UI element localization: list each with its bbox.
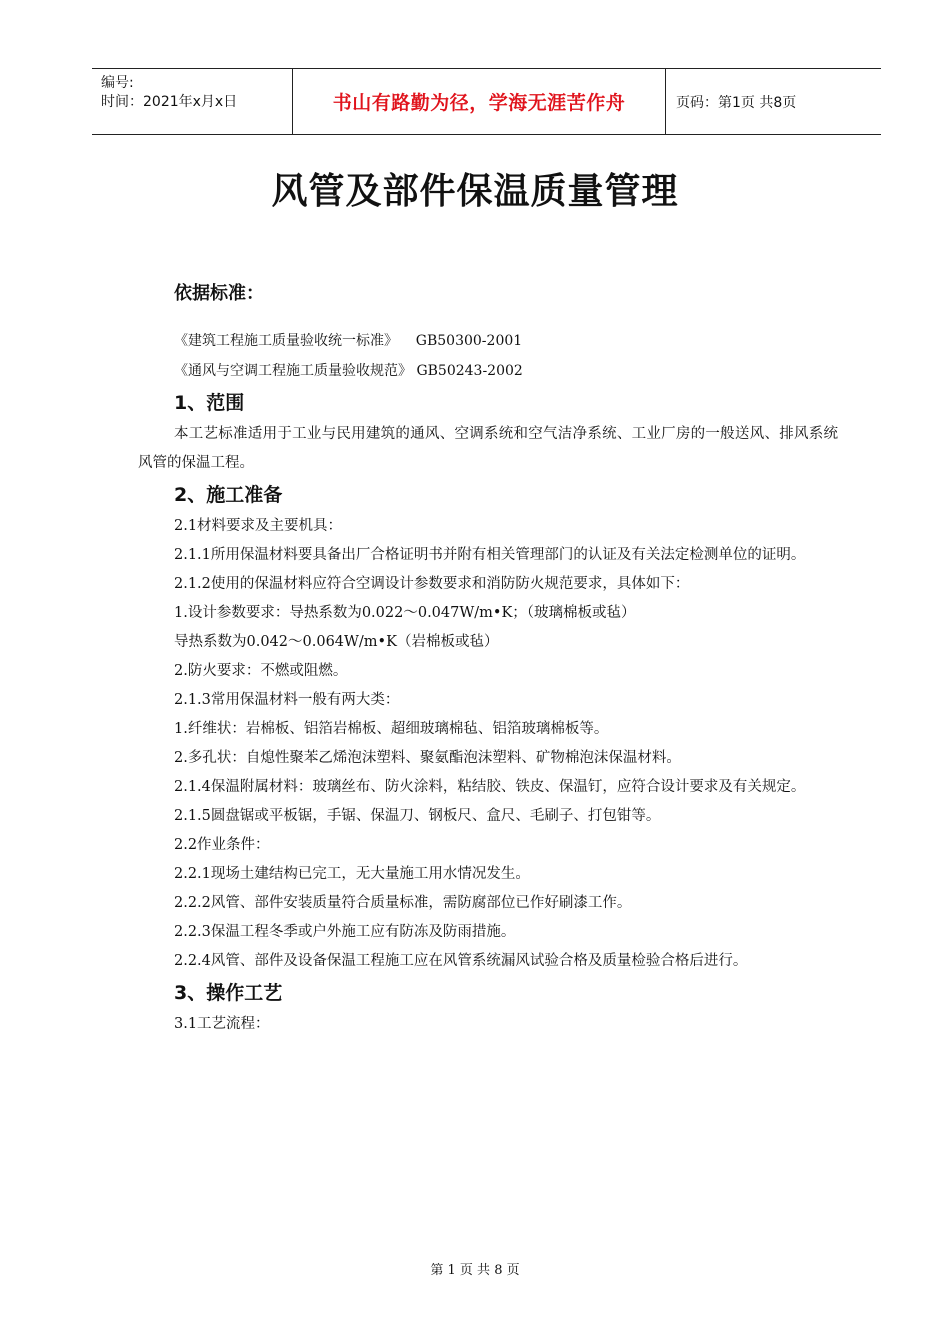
paragraph: 2.防火要求：不燃或阻燃。: [174, 663, 348, 679]
standard-item: 《建筑工程施工质量验收统一标准》 GB50300-2001: [174, 333, 523, 349]
paragraph: 2.多孔状：自熄性聚苯乙烯泡沫塑料、聚氨酯泡沫塑料、矿物棉泡沫保温材料。: [174, 750, 681, 766]
header-time: 时间：2021年x月x日: [101, 94, 238, 110]
document-body: [138, 280, 838, 1039]
header-page-info: 页码：第1页 共8页: [676, 94, 797, 111]
paragraph: 导热系数为0.042～0.064W/m•K（岩棉板或毡）: [174, 634, 499, 650]
paragraph: 2.1.2使用的保温材料应符合空调设计参数要求和消防防火规范要求，具体如下：: [174, 576, 690, 592]
paragraph: 1.纤维状：岩棉板、铝箔岩棉板、超细玻璃棉毡、铝箔玻璃棉板等。: [174, 721, 609, 737]
paragraph: 2.2.4风管、部件及设备保温工程施工应在风管系统漏风试验合格及质量检验合格后进行。: [174, 953, 748, 969]
paragraph: 2.1材料要求及主要机具：: [174, 518, 343, 534]
paragraph: 2.2作业条件：: [174, 837, 270, 853]
paragraph: 3.1工艺流程：: [174, 1016, 270, 1032]
header-motto: 书山有路勤为径，学海无涯苦作舟: [332, 92, 626, 114]
paragraph: 2.2.2风管、部件安装质量符合质量标准，需防腐部位已作好刷漆工作。: [174, 895, 632, 911]
header-meta: [92, 69, 293, 134]
header-code-label: 编号:: [101, 75, 134, 91]
document-title: 风管及部件保温质量管理: [271, 171, 679, 212]
page-footer: 第 1 页 共 8 页: [430, 1263, 520, 1278]
standards-list: [138, 326, 838, 386]
section-heading-process: 3、操作工艺: [174, 982, 283, 1004]
paragraph: 本工艺标准适用于工业与民用建筑的通风、空调系统和空气洁净系统、工业厂房的一般送风、排风系统风管的保温工程。: [138, 426, 838, 471]
paragraph: 2.2.1现场土建结构已完工，无大量施工用水情况发生。: [174, 866, 530, 882]
paragraph: 2.1.3常用保温材料一般有两大类：: [174, 692, 400, 708]
page-header: [92, 68, 881, 135]
paragraph: 2.1.1所用保温材料要具备出厂合格证明书并附有相关管理部门的认证及有关法定检测单位的证明。: [174, 547, 806, 563]
header-page-cell: [666, 69, 881, 134]
header-motto-cell: [293, 69, 666, 134]
standard-item: 《通风与空调工程施工质量验收规范》 GB50243-2002: [174, 363, 523, 379]
section-heading-preparation: 2、施工准备: [174, 484, 283, 506]
paragraph: 2.2.3保温工程冬季或户外施工应有防冻及防雨措施。: [174, 924, 516, 940]
paragraph: 2.1.4保温附属材料：玻璃丝布、防火涂料，粘结胶、铁皮、保温钉，应符合设计要求及有关规定。: [174, 779, 806, 795]
paragraph: 2.1.5圆盘锯或平板锯，手锯、保温刀、钢板尺、盒尺、毛刷子、打包钳等。: [174, 808, 661, 824]
paragraph: 1.设计参数要求：导热系数为0.022～0.047W/m•K；（玻璃棉板或毡）: [174, 605, 636, 621]
basis-heading: 依据标准：: [174, 283, 264, 304]
section-heading-scope: 1、范围: [174, 392, 245, 414]
